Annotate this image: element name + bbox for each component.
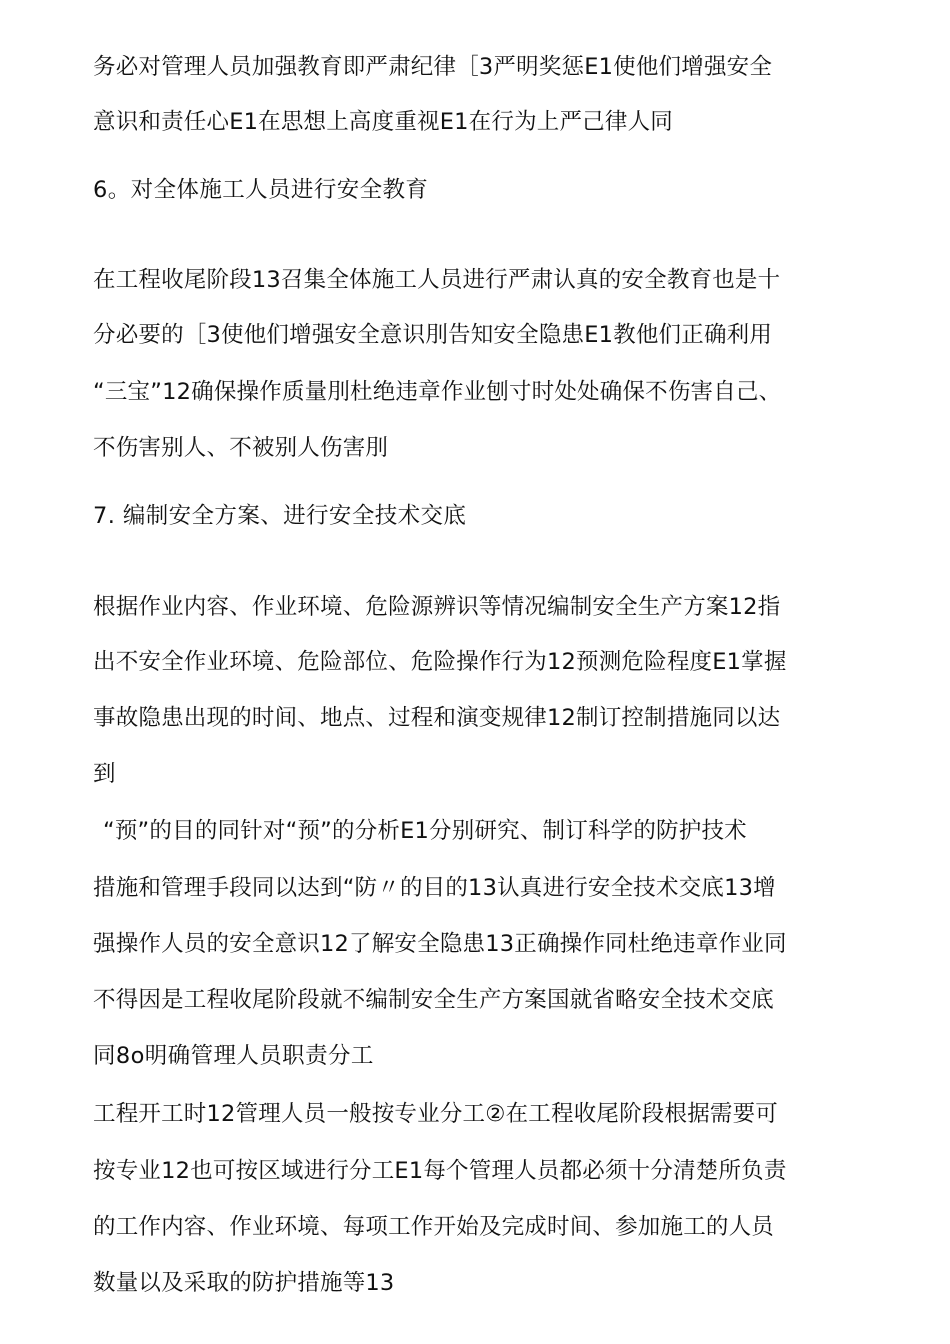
text-line-19: 按专业12也可按区域进行分工E1每个管理人员都必须十分清楚所负责 bbox=[93, 1158, 787, 1184]
text-line-16: 不得因是工程收尾阶段就不编制安全生产方案国就省略安全技术交底 bbox=[93, 987, 775, 1013]
text-line-14: 措施和管理手段同以达到“防〃的目的13认真进行安全技术交底13增 bbox=[93, 875, 776, 901]
text-line-2: 意识和责任心E1在思想上高度重视E1在行为上严己律人同 bbox=[93, 109, 673, 135]
text-line-11: 事故隐患出现的时间、地点、过程和演变规律12制订控制措施同以达 bbox=[93, 705, 781, 731]
text-line-18: 工程开工时12管理人员一般按专业分工②在工程收尾阶段根据需要可 bbox=[93, 1101, 779, 1127]
text-line-7: 不伤害别人、不被别人伤害刖 bbox=[93, 435, 389, 461]
text-line-1: 务必对管理人员加强教育即严肃纪律［3严明奖惩E1使他们增强安全 bbox=[93, 54, 773, 80]
text-line-4: 在工程收尾阶段13召集全体施工人员进行严肃认真的安全教育也是十 bbox=[93, 267, 781, 293]
text-line-6: “三宝”12确保操作质量刖杜绝违章作业刨寸时处处确保不伤害自己、 bbox=[93, 379, 782, 405]
text-line-20: 的工作内容、作业环境、每项工作开始及完成时间、参加施工的人员 bbox=[93, 1214, 775, 1240]
text-line-5: 分必要的［3使他们增强安全意识刖告知安全隐患E1教他们正确利用 bbox=[93, 322, 773, 348]
section-heading-7: 7. 编制安全方案、进行安全技术交底 bbox=[93, 503, 467, 529]
text-line-13: “预”的目的同针对“预”的分析E1分别研究、制订科学的防护技术 bbox=[103, 818, 747, 844]
text-line-12: 到 bbox=[93, 761, 116, 787]
text-line-21: 数量以及采取的防护措施等13 bbox=[93, 1270, 395, 1296]
text-line-15: 强操作人员的安全意识12了解安全隐患13正确操作同杜绝违章作业同 bbox=[93, 931, 787, 957]
text-line-10: 出不安全作业环境、危险部位、危险操作行为12预测危险程度E1掌握 bbox=[93, 649, 787, 675]
section-heading-6: 6。对全体施工人员进行安全教育 bbox=[93, 177, 429, 203]
text-line-9: 根据作业内容、作业环境、危险源辨识等情况编制安全生产方案12指 bbox=[93, 594, 781, 620]
section-heading-8: 同8o明确管理人员职责分工 bbox=[93, 1043, 374, 1069]
